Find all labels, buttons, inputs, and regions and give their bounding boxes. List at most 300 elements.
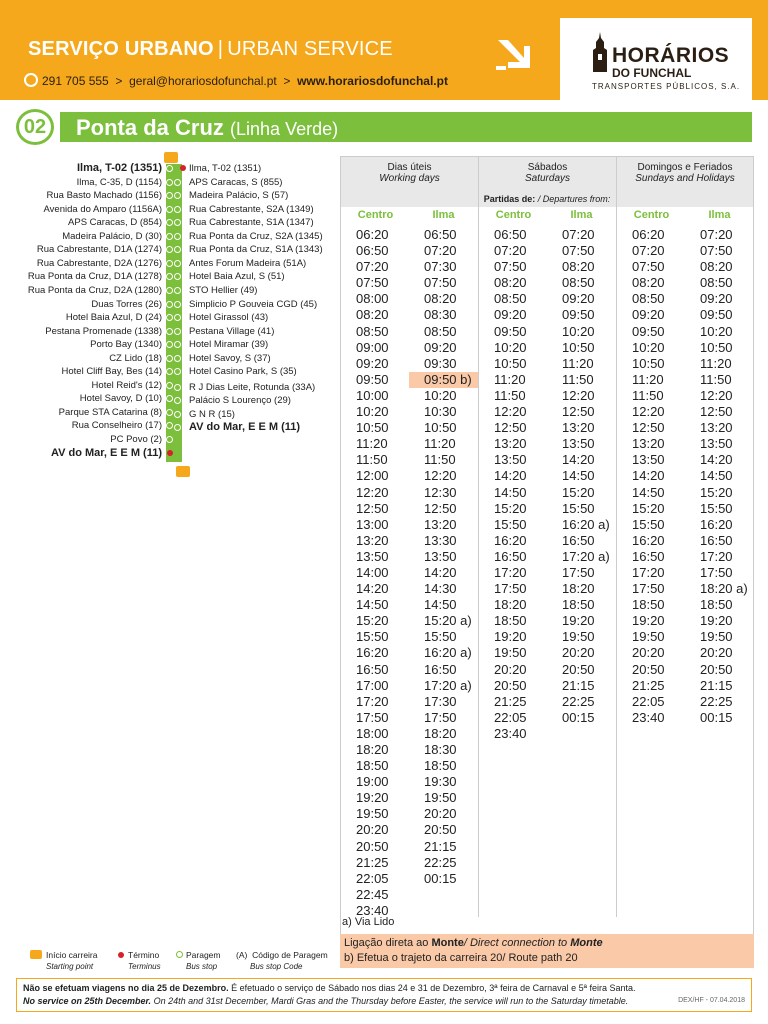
time-cell: 10:00 — [356, 387, 389, 403]
time-cell: 19:50 — [700, 629, 733, 645]
stop-right-label: STO Hellier (49) — [189, 284, 258, 296]
time-cell: 10:50 — [700, 339, 733, 355]
group-header-working: Dias úteis Working days — [341, 157, 478, 191]
time-cell: 18:20 — [494, 597, 527, 613]
time-cell: 17:20 a) — [562, 548, 610, 564]
group-header-sundays: Domingos e Feriados Sundays and Holidays — [617, 157, 753, 191]
stop-left-label: CZ Lido (18) — [109, 352, 162, 364]
bus-icon — [164, 152, 178, 163]
time-cell: 00:15 — [562, 709, 595, 725]
time-cell: 15:50 — [356, 629, 389, 645]
stop-right-label: Madeira Palácio, S (57) — [189, 190, 289, 202]
time-cell: 16:50 — [356, 661, 389, 677]
time-cell: 10:50 — [494, 355, 527, 371]
phone-number[interactable]: 291 705 555 — [42, 74, 109, 88]
column-header: Centro — [633, 209, 670, 221]
time-cell: 15:20 — [494, 500, 527, 516]
time-cell: 07:20 — [494, 243, 527, 259]
legend-start: Início carreira Starting point — [30, 950, 98, 972]
stop-right-label: Rua Cabrestante, S2A (1349) — [189, 203, 314, 215]
time-cell: 11:20 — [494, 371, 526, 387]
time-cell: 20:20 — [700, 645, 733, 661]
stop-left-label: Rua Ponta da Cruz, D2A (1280) — [27, 284, 162, 296]
time-cell: 08:20 — [356, 307, 389, 323]
time-cell: 10:20 — [356, 404, 389, 420]
arrow-logo-icon — [494, 36, 534, 72]
timetable — [340, 156, 754, 936]
time-cell: 16:20 — [494, 532, 527, 548]
time-cell: 18:20 — [424, 725, 457, 741]
time-cell: 17:50 — [562, 564, 595, 580]
time-column — [617, 227, 686, 726]
stop-left-label: AV do Mar, E E M (11) — [50, 446, 162, 459]
stop-right-label: Hotel Casino Park, S (35) — [189, 366, 297, 378]
time-cell: 09:20 — [632, 307, 665, 323]
stop-dot-icon — [166, 436, 173, 443]
time-cell: 22:05 — [356, 870, 389, 886]
stop-left-label: Duas Torres (26) — [91, 298, 162, 310]
column-header: Ilma — [432, 209, 455, 221]
stop-dot-icon — [166, 301, 173, 308]
stop-left-label: Hotel Savoy, D (10) — [79, 393, 162, 405]
time-cell: 16:50 — [700, 532, 733, 548]
stop-right-label: Rua Cabrestante, S1A (1347) — [189, 217, 314, 229]
time-cell: 17:50 — [700, 564, 733, 580]
time-cell: 07:30 — [424, 259, 457, 275]
stop-right-label: R J Dias Leite, Rotunda (33A) — [189, 381, 316, 393]
time-cell: 23:40 — [356, 902, 389, 918]
stop-left-label: Pestana Promenade (1338) — [45, 325, 162, 337]
stop-right-label: Simplicio P Gouveia CGD (45) — [189, 298, 318, 310]
time-cell: 14:20 — [494, 468, 527, 484]
time-cell: 08:20 — [562, 259, 595, 275]
time-cell: 13:50 — [424, 548, 457, 564]
route-title: Ponta da Cruz (Linha Verde) — [76, 115, 339, 140]
stop-left-label: Madeira Palácio, D (30) — [62, 230, 162, 242]
time-column — [341, 227, 410, 919]
time-cell: 22:05 — [632, 693, 665, 709]
time-cell: 08:20 — [632, 275, 665, 291]
stop-dot-icon — [174, 233, 181, 240]
time-cell: 17:20 — [700, 548, 733, 564]
time-cell: 09:50 — [356, 371, 389, 387]
time-cell: 15:50 — [700, 500, 733, 516]
time-cell: 21:15 — [424, 838, 457, 854]
time-cell: 07:20 — [632, 243, 665, 259]
time-cell: 15:20 a) — [424, 613, 472, 629]
time-cell: 19:00 — [356, 774, 389, 790]
time-cell: 17:20 a) — [424, 677, 472, 693]
time-cell: 20:20 — [356, 822, 389, 838]
time-cell: 18:50 — [494, 613, 527, 629]
stop-left-label: Hotel Baia Azul, D (24) — [65, 312, 162, 324]
time-cell: 20:20 — [632, 645, 665, 661]
time-cell: 07:50 — [632, 259, 665, 275]
time-cell: 09:20 — [562, 291, 595, 307]
time-cell: 20:50 — [562, 661, 595, 677]
time-cell: 11:50 — [700, 371, 732, 387]
stop-right-label: Hotel Miramar (39) — [189, 339, 269, 351]
time-cell: 17:20 — [356, 693, 389, 709]
time-cell: 12:30 — [424, 484, 457, 500]
time-cell: 14:20 — [700, 452, 733, 468]
time-cell: 23:40 — [494, 725, 527, 741]
time-cell: 18:50 — [424, 758, 457, 774]
time-cell: 08:20 — [494, 275, 527, 291]
stop-dot-icon — [174, 287, 181, 294]
time-cell: 10:20 — [700, 323, 733, 339]
time-cell: 16:20 a) — [424, 645, 472, 661]
terminus-dot-icon — [180, 165, 186, 171]
stop-left-label: Rua Basto Machado (1156) — [46, 190, 162, 202]
column-header: Ilma — [570, 209, 593, 221]
time-cell: 19:50 — [632, 629, 665, 645]
time-cell: 19:20 — [700, 613, 733, 629]
time-cell: 13:50 — [632, 452, 665, 468]
time-column — [409, 227, 478, 887]
stop-right-label: G N R (15) — [189, 408, 235, 420]
time-cell: 16:20 — [700, 516, 733, 532]
time-cell: 09:50 — [562, 307, 595, 323]
stop-left-label: Ilma, T-02 (1351) — [77, 162, 162, 174]
stop-dot-icon — [174, 301, 181, 308]
time-cell: 13:50 — [562, 436, 595, 452]
time-cell: 10:20 — [632, 339, 665, 355]
time-cell: 08:50 — [424, 323, 457, 339]
time-cell: 12:50 — [700, 404, 733, 420]
time-cell: 20:50 — [494, 677, 527, 693]
time-cell: 12:20 — [356, 484, 389, 500]
time-cell: 16:20 a) — [562, 516, 610, 532]
time-cell: 14:50 — [562, 468, 595, 484]
time-cell: 08:50 — [632, 291, 665, 307]
stop-right-label: Hotel Baia Azul, S (51) — [189, 271, 285, 283]
time-cell: 18:20 — [562, 581, 595, 597]
legend-terminus: Término Terminus — [118, 950, 161, 972]
column-header: Centro — [357, 209, 394, 221]
time-cell: 19:20 — [356, 790, 389, 806]
time-cell: 13:00 — [356, 516, 389, 532]
time-cell: 09:50 — [494, 323, 527, 339]
stop-right-label: Antes Forum Madeira (51A) — [189, 257, 307, 269]
stop-dot-icon — [166, 355, 173, 362]
time-cell: 19:30 — [424, 774, 457, 790]
time-cell: 16:50 — [424, 661, 457, 677]
stop-dot-icon — [166, 206, 173, 213]
time-cell: 10:50 — [424, 420, 457, 436]
time-cell: 16:20 — [632, 532, 665, 548]
time-cell: 00:15 — [424, 870, 457, 886]
time-cell: 12:50 — [562, 404, 595, 420]
time-cell: 06:20 — [632, 227, 665, 242]
stop-left-label: Avenida do Amparo (1156A) — [43, 203, 162, 215]
time-cell: 07:50 — [424, 275, 457, 291]
stop-left-label: APS Caracas, D (854) — [68, 217, 162, 229]
stop-right-label: AV do Mar, E E M (11) — [189, 421, 301, 434]
time-cell: 15:50 — [632, 516, 665, 532]
time-cell: 11:20 — [700, 355, 732, 371]
time-cell: 21:25 — [356, 854, 389, 870]
time-cell: 12:50 — [494, 420, 527, 436]
bus-icon — [30, 950, 42, 959]
time-cell: 17:50 — [632, 581, 665, 597]
time-cell: 13:20 — [356, 532, 389, 548]
contact-line: 291 705 555 > geral@horariosdofunchal.pt > www.horariosdofunchal.pt — [42, 74, 448, 88]
time-cell: 15:50 — [424, 629, 457, 645]
time-cell: 09:20 — [356, 355, 389, 371]
time-cell: 06:50 — [424, 227, 457, 242]
time-cell: 12:00 — [356, 468, 389, 484]
time-cell: 15:50 — [494, 516, 527, 532]
time-cell: 14:50 — [494, 484, 527, 500]
document-code: DEX/HF - 07.04.2018 — [678, 997, 745, 1004]
time-cell: 11:50 — [494, 387, 526, 403]
stop-dot-icon — [166, 382, 173, 389]
time-cell: 19:20 — [562, 613, 595, 629]
time-cell: 16:50 — [562, 532, 595, 548]
stop-dot-icon — [176, 951, 183, 958]
time-cell: 18:30 — [424, 742, 457, 757]
stop-dot-icon — [174, 179, 181, 186]
time-cell: 20:20 — [562, 645, 595, 661]
time-cell: 08:30 — [424, 307, 457, 323]
stop-dot-icon — [166, 328, 173, 335]
stop-dot-icon — [166, 179, 173, 186]
company-logo: HORÁRIOS DO FUNCHAL TRANSPORTES PÚBLICOS, S.A. — [560, 18, 752, 100]
website-link[interactable]: www.horariosdofunchal.pt — [297, 74, 448, 88]
time-cell: 18:20 a) — [700, 581, 748, 597]
legend-stop: Paragem Bus stop — [176, 950, 221, 972]
time-cell: 07:50 — [494, 259, 527, 275]
time-cell: 14:50 — [424, 597, 457, 613]
time-cell: 13:20 — [424, 516, 457, 532]
route-number-badge: 02 — [16, 109, 54, 145]
time-cell: 11:50 — [424, 452, 456, 468]
time-cell: 10:20 — [494, 339, 527, 355]
time-cell: 07:20 — [356, 259, 389, 275]
time-cell: 20:50 — [700, 661, 733, 677]
time-cell: 07:20 — [424, 243, 457, 259]
time-cell: 06:50 — [494, 227, 527, 242]
time-cell: 13:50 — [494, 452, 527, 468]
time-cell: 21:25 — [632, 677, 665, 693]
terminus-dot-icon — [118, 952, 124, 958]
stop-right-label: Pestana Village (41) — [189, 325, 275, 337]
time-cell: 12:20 — [562, 387, 595, 403]
time-cell: 13:50 — [356, 548, 389, 564]
time-cell: 16:20 — [356, 645, 389, 661]
email-link[interactable]: geral@horariosdofunchal.pt — [129, 74, 277, 88]
phone-icon — [24, 73, 38, 87]
time-cell: 10:30 — [424, 404, 457, 420]
time-cell: 15:20 — [700, 484, 733, 500]
time-cell: 14:30 — [424, 581, 457, 597]
time-cell: 12:20 — [424, 468, 457, 484]
stop-right-label: Rua Ponta da Cruz, S2A (1345) — [189, 230, 323, 242]
time-cell: 08:20 — [424, 291, 457, 307]
time-cell: 07:20 — [562, 227, 595, 242]
time-cell: 08:00 — [356, 291, 389, 307]
time-cell: 18:20 — [356, 742, 389, 757]
time-cell: 19:50 — [494, 645, 527, 661]
time-cell: 15:20 — [562, 484, 595, 500]
time-cell: 14:20 — [632, 468, 665, 484]
time-cell: 22:25 — [562, 693, 595, 709]
stop-right-label: Hotel Girassol (43) — [189, 312, 269, 324]
stop-right-label: Ilma, T-02 (1351) — [189, 163, 262, 174]
time-cell: 08:50 — [700, 275, 733, 291]
stop-dot-icon — [174, 260, 181, 267]
stop-dot-icon — [174, 328, 181, 335]
column-header: Ilma — [708, 209, 731, 221]
time-cell: 09:20 — [494, 307, 527, 323]
stop-left-label: Rua Ponta da Cruz, D1A (1278) — [27, 271, 162, 283]
time-cell: 12:50 — [632, 420, 665, 436]
time-cell: 19:20 — [632, 613, 665, 629]
stop-dot-icon — [166, 233, 173, 240]
stop-left-label: Rua Cabrestante, D2A (1276) — [36, 257, 162, 269]
stop-left-label: Parque STA Catarina (8) — [58, 406, 162, 418]
tower-icon — [592, 32, 608, 72]
stop-left-label: Hotel Cliff Bay, Bes (14) — [61, 366, 162, 378]
time-cell: 10:50 — [356, 420, 389, 436]
time-cell: 20:50 — [424, 822, 457, 838]
time-cell: 19:50 — [356, 806, 389, 822]
time-cell: 09:30 — [424, 355, 457, 371]
time-cell: 13:20 — [700, 420, 733, 436]
time-cell: 09:50 — [700, 307, 733, 323]
stop-right-label: Palácio S Lourenço (29) — [189, 395, 291, 407]
time-cell: 19:50 — [562, 629, 595, 645]
stop-dot-icon — [174, 355, 181, 362]
time-cell: 12:20 — [700, 387, 733, 403]
stop-dot-icon — [166, 409, 173, 416]
group-header-saturdays: Sábados Saturdays — [479, 157, 616, 191]
time-cell: 14:50 — [700, 468, 733, 484]
stop-dot-icon — [166, 314, 173, 321]
stop-dot-icon — [166, 287, 173, 294]
note-a: a) Via Lido — [342, 916, 395, 928]
time-cell: 11:50 — [356, 452, 388, 468]
time-cell: 22:25 — [424, 854, 457, 870]
time-cell: 13:20 — [562, 420, 595, 436]
stop-dot-icon — [174, 314, 181, 321]
time-cell: 08:50 — [562, 275, 595, 291]
stop-right-label: Rua Ponta da Cruz, S1A (1343) — [189, 244, 323, 256]
time-cell: 10:50 — [632, 355, 665, 371]
time-cell: 16:50 — [632, 548, 665, 564]
time-cell: 14:50 — [356, 597, 389, 613]
stop-dot-icon — [166, 260, 173, 267]
time-cell: 17:20 — [494, 564, 527, 580]
time-cell: 21:15 — [700, 677, 733, 693]
time-cell: 22:45 — [356, 886, 389, 902]
time-cell: 09:20 — [424, 339, 457, 355]
time-column — [547, 227, 616, 726]
footer-notice: Não se efetuam viagens no dia 25 de Dezembro. É efetuado o serviço de Sábado nos dias 24 e 31 de Dezembro, 3ª feira de Carnaval e 5ª feira Santa. No service on 25th December. On 24th and 31st December, Mardi Gras and the Thursday before Easter, the service will run to the Saturday timetable. DEX/HF - 07.04.2018 — [16, 978, 752, 1012]
time-cell: 14:20 — [562, 452, 595, 468]
stop-dot-icon — [166, 165, 173, 172]
stop-left-label: Rua Conselheiro (17) — [71, 420, 162, 432]
time-cell: 14:20 — [356, 581, 389, 597]
time-cell: 17:50 — [356, 709, 389, 725]
departures-label: Partidas de: / Departures from: — [341, 191, 753, 207]
time-cell: 22:05 — [494, 709, 527, 725]
time-cell: 09:50 b) — [409, 372, 478, 388]
time-cell: 07:20 — [700, 227, 733, 242]
time-cell: 08:20 — [700, 259, 733, 275]
legend-code: (A) Código de Paragem Bus stop Code — [236, 950, 328, 971]
time-cell: 09:50 — [632, 323, 665, 339]
time-cell: 06:20 — [356, 227, 389, 242]
time-cell: 09:00 — [356, 339, 389, 355]
time-cell: 11:20 — [424, 436, 456, 452]
time-cell: 20:50 — [632, 661, 665, 677]
time-cell: 20:50 — [356, 838, 389, 854]
time-cell: 11:50 — [632, 387, 664, 403]
time-cell: 06:50 — [356, 243, 389, 259]
time-cell: 17:50 — [494, 581, 527, 597]
stop-dot-icon — [174, 206, 181, 213]
time-cell: 10:20 — [424, 387, 457, 403]
time-cell: 11:50 — [562, 371, 594, 387]
time-cell: 11:20 — [562, 355, 594, 371]
time-cell: 07:50 — [700, 243, 733, 259]
time-cell: 18:50 — [562, 597, 595, 613]
time-cell: 18:50 — [632, 597, 665, 613]
stop-right-label: Hotel Savoy, S (37) — [189, 352, 271, 364]
time-cell: 23:40 — [632, 709, 665, 725]
time-cell: 16:50 — [494, 548, 527, 564]
stop-right-label: APS Caracas, S (855) — [189, 176, 283, 188]
time-cell: 12:20 — [494, 404, 527, 420]
time-cell: 09:20 — [700, 291, 733, 307]
time-cell: 07:50 — [562, 243, 595, 259]
service-title: SERVIÇO URBANO | URBAN SERVICE — [28, 38, 393, 60]
time-cell: 18:50 — [356, 758, 389, 774]
stop-left-label: Porto Bay (1340) — [90, 339, 162, 351]
time-cell: 10:50 — [562, 339, 595, 355]
time-cell: 14:20 — [424, 564, 457, 580]
stop-left-label: Rua Cabrestante, D1A (1274) — [36, 244, 162, 256]
time-column — [479, 227, 548, 742]
time-column — [685, 227, 754, 726]
time-cell: 17:30 — [424, 693, 457, 709]
time-cell: 17:00 — [356, 677, 389, 693]
time-cell: 13:30 — [424, 532, 457, 548]
time-cell: 17:50 — [424, 709, 457, 725]
stop-left-label: Ilma, C-35, D (1154) — [76, 176, 162, 188]
time-cell: 00:15 — [700, 709, 733, 725]
time-cell: 07:50 — [356, 275, 389, 291]
time-cell: 12:50 — [424, 500, 457, 516]
stop-left-label: Hotel Reid's (12) — [91, 379, 162, 391]
time-cell: 20:20 — [494, 661, 527, 677]
time-cell: 12:50 — [356, 500, 389, 516]
time-cell: 08:50 — [494, 291, 527, 307]
time-cell: 15:50 — [562, 500, 595, 516]
time-cell: 20:20 — [424, 806, 457, 822]
bus-icon — [176, 466, 190, 477]
time-cell: 22:25 — [700, 693, 733, 709]
time-cell: 17:20 — [632, 564, 665, 580]
time-cell: 19:20 — [494, 629, 527, 645]
terminus-dot-icon — [167, 450, 173, 456]
time-cell: 18:00 — [356, 725, 389, 741]
note-box: Ligação direta ao Monte/ Direct connection to Monte b) Efetua o trajeto da carreira 20/ Route path 20 — [340, 934, 754, 968]
time-cell: 19:50 — [424, 790, 457, 806]
stop-dot-icon — [174, 384, 181, 391]
